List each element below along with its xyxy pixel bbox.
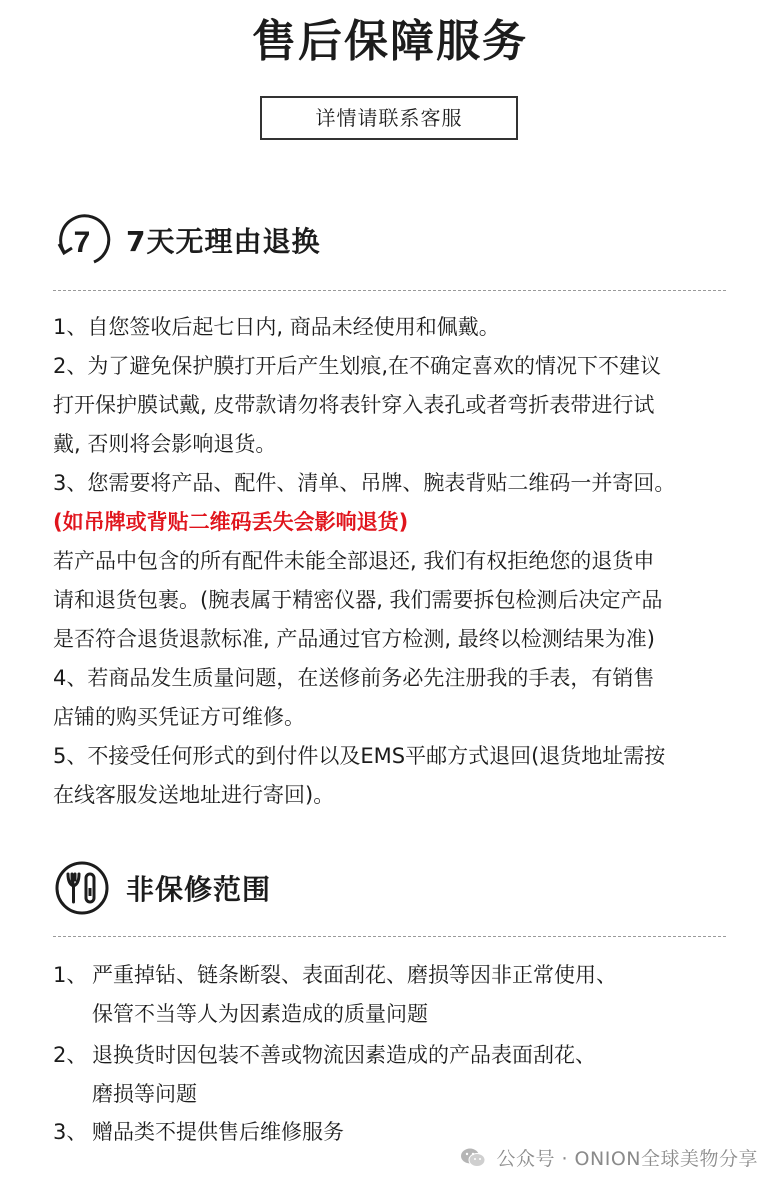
return-line: 店铺的购买凭证方可维修。 xyxy=(53,705,305,729)
return-line: 1、自您签收后起七日内, 商品未经使用和佩戴。 xyxy=(53,315,500,339)
return-line: 是否符合退货退款标准, 产品通过官方检测, 最终以检测结果为准) xyxy=(53,627,655,651)
warranty-item-number: 3、 xyxy=(53,1120,88,1144)
return-line: 若产品中包含的所有配件未能全部退还, 我们有权拒绝您的退货申 xyxy=(53,549,655,573)
contact-service-button[interactable]: 详情请联系客服 xyxy=(260,96,518,140)
warranty-item-number: 1、 xyxy=(53,963,88,987)
return-line: 3、您需要将产品、配件、清单、吊牌、腕表背贴二维码一并寄回。 xyxy=(53,471,676,495)
return-line: 2、为了避免保护膜打开后产生划痕,在不确定喜欢的情况下不建议 xyxy=(53,354,662,378)
warranty-section-title: 非保修范围 xyxy=(126,873,272,906)
warranty-section-header xyxy=(50,856,271,920)
return-section-divider xyxy=(53,290,726,291)
return-section-header xyxy=(50,208,320,272)
return-line: 打开保护膜试戴, 皮带款请勿将表针穿入表孔或者弯折表带进行试 xyxy=(53,393,655,417)
warranty-item-line: 退换货时因包装不善或物流因素造成的产品表面刮花、 xyxy=(92,1043,596,1067)
return-line: 在线客服发送地址进行寄回)。 xyxy=(53,783,335,807)
return-line: 戴, 否则将会影响退货。 xyxy=(53,432,277,456)
return-line: 4、若商品发生质量问题，在送修前务必先注册我的手表，有销售 xyxy=(53,666,655,690)
warranty-item-line: 严重掉钻、链条断裂、表面刮花、磨损等因非正常使用、 xyxy=(92,963,617,987)
warranty-item-number: 2、 xyxy=(53,1043,88,1067)
return-section-title: 7天无理由退换 xyxy=(126,225,321,258)
tools-icon xyxy=(50,856,114,920)
page-title: 售后保障服务 xyxy=(252,16,528,67)
watermark-text: 公众号 · ONION全球美物分享 xyxy=(496,1148,758,1170)
svg-text:7: 7 xyxy=(73,226,91,259)
wechat-icon xyxy=(460,1147,486,1169)
seven-day-return-icon xyxy=(50,208,114,272)
warranty-item-line: 保管不当等人为因素造成的质量问题 xyxy=(92,1002,428,1026)
return-line: 5、不接受任何形式的到付件以及EMS平邮方式退回(退货地址需按 xyxy=(53,744,666,768)
watermark xyxy=(460,1144,758,1171)
warranty-section-divider xyxy=(53,936,726,937)
return-line: 请和退货包裹。(腕表属于精密仪器, 我们需要拆包检测后决定产品 xyxy=(53,588,663,612)
warranty-item-line: 磨损等问题 xyxy=(92,1082,197,1106)
return-warning-line: (如吊牌或背贴二维码丢失会影响退货) xyxy=(53,510,409,534)
warranty-item-line: 赠品类不提供售后维修服务 xyxy=(92,1120,344,1144)
